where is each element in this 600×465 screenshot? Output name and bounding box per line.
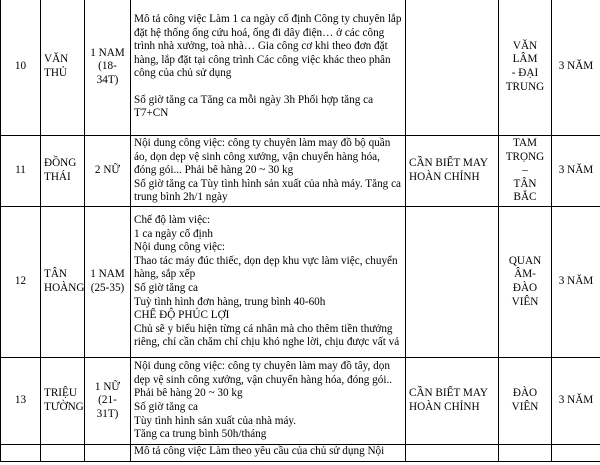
contract-term: 3 NĂM [552, 358, 600, 445]
row-number: 10 [1, 0, 41, 136]
job-requirement: CẦN BIẾT MAY HOÀN CHỈNH [406, 136, 499, 207]
worker-quantity: 1 NỮ (21-31T) [85, 358, 131, 445]
row-number: 13 [1, 358, 41, 445]
contract-term: 3 NĂM [552, 136, 600, 207]
table-row [1, 0, 600, 136]
row-number: 12 [1, 207, 41, 358]
table-row [1, 136, 600, 207]
work-location: VĂN LÂM - ĐẠI TRUNG [499, 0, 552, 136]
company-name: VĂN THỦ [41, 0, 85, 136]
job-description: Mô tả công việc Làm 1 ca ngày cố định Công ty chuyên lắp đặt hệ thống ống cứu hoả, ống đi dây điện… ở các công trình nhà xưởng, toà nhà… Gia công cơ khi theo đơn đặt hàng, lắp đặt tại công trình Các công việc khác theo phân công của chủ sử dụng Số giờ tăng ca Tăng ca mỗi ngày 3h Phối hợp tăng ca T7+CN [131, 0, 406, 136]
table-row [1, 358, 600, 445]
worker-quantity: 2 NỮ [85, 136, 131, 207]
table-row [1, 445, 600, 462]
company-name: ĐỒNG THÁI [41, 136, 85, 207]
work-location: TAM TRỌNG – TÂN BẮC [499, 136, 552, 207]
work-location: ĐÀO VIÊN [499, 358, 552, 445]
worker-quantity: 1 NAM (18-34T) [85, 0, 131, 136]
table-row [1, 207, 600, 358]
job-description: Chế độ làm việc: 1 ca ngày cố định Nội dung công việc: Thao tác máy đúc thiếc, dọn dẹp khu vực làm việc, chuyển hàng, sắp xếp Số giờ tăng ca Tuỳ tình hình đơn hàng, trung bình 40-60h CHẾ ĐỘ PHÚC LỢI Chủ sẽ y biểu hiện từng cá nhân mà cho thêm tiền thưởng riêng, chỉ cần chăm chỉ chịu khó nghe lời, chịu được vất vả [131, 207, 406, 358]
work-location: QUAN ÂM- ĐÀO VIÊN [499, 207, 552, 358]
company-name: TRIỆU TƯỜNG [41, 358, 85, 445]
worker-quantity: 1 NAM (25-35) [85, 207, 131, 358]
row-number: 11 [1, 136, 41, 207]
job-requirement [406, 207, 499, 358]
job-description: Mô tả công việc Làm theo yêu cầu của chủ sử dụng Nội [131, 445, 406, 462]
contract-term: 3 NĂM [552, 0, 600, 136]
job-requirement: CẦN BIẾT MAY HOÀN CHỈNH [406, 358, 499, 445]
job-description: Nội dung công việc: công ty chuyên làm may đồ bộ quần áo, dọn dẹp vệ sinh công xưởng, vận chuyển hàng hóa, đóng gói... Phải bê hàng 20 ~ 30 kg Số giờ tăng ca Tùy tình hình sản xuất của nhà máy. Tăng ca trung bình 2h/1 ngày [131, 136, 406, 207]
contract-term: 3 NĂM [552, 207, 600, 358]
job-description: Nội dung công việc: công ty chuyên làm may đồ tây, dọn dẹp vệ sinh công xưởng, vận chuyển hàng hóa, đóng gói.. Phải bê hàng 20 ~ 30 kg Số giờ tăng ca Tùy tình hình sản xuất của nhà máy. Tăng ca trung bình 50h/tháng [131, 358, 406, 445]
job-requirement [406, 0, 499, 136]
company-name: TÂN HOÀNG [41, 207, 85, 358]
